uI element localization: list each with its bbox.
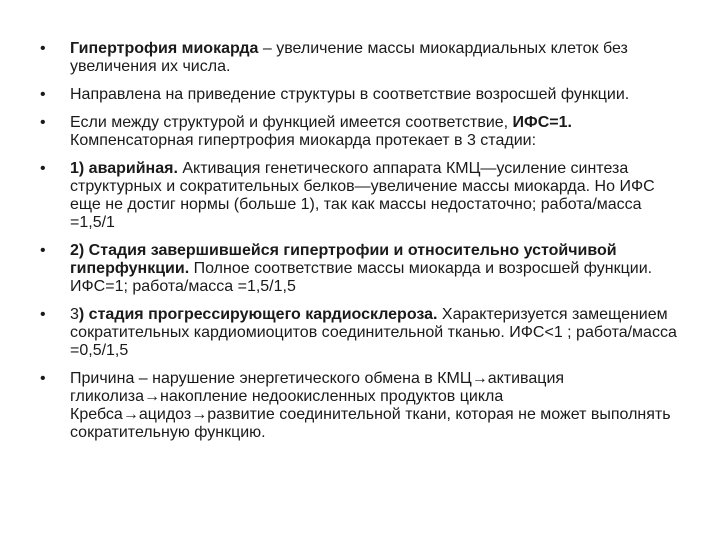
list-item (40, 370, 680, 442)
body-text: Полное соответствие массы миокарда и возросшей функции. ИФС=1; работа/масса =1,5/1,5 (70, 260, 653, 295)
list-item (40, 86, 680, 104)
bullet-icon: • (40, 86, 46, 103)
bullet-icon: • (40, 242, 46, 259)
body-text: Если между структурой и функцией имеется соответствие, (70, 114, 513, 131)
bold-text: ИФС=1. (512, 114, 572, 131)
bullet-icon: • (40, 370, 46, 387)
bold-text: ) стадия прогрессирующего кардиосклероза. (78, 306, 438, 323)
list-item (40, 242, 680, 296)
body-text: 3 (70, 306, 79, 323)
bullet-icon: • (40, 306, 46, 323)
bullet-icon: • (40, 160, 46, 177)
body-text: Компенсаторная гипертрофия миокарда протекает в 3 стадии: (70, 132, 537, 149)
body-text: Причина – нарушение энергетического обмена в КМЦ→активация гликолиза→накопление недоокисленных продуктов цикла Кребса→ацидоз→развитие соединительной ткани, которая не может выполнять сократительную функцию. (70, 370, 671, 441)
bullet-icon: • (40, 114, 46, 131)
list-item (40, 160, 680, 232)
bold-text: 2) Стадия завершившейся гипертрофии и относительно устойчивой гиперфункции. (70, 242, 617, 277)
list-item (40, 306, 680, 360)
body-text: – увеличение массы миокардиальных клеток без увеличения их числа. (70, 40, 628, 75)
body-text: Направлена на приведение структуры в соответствие возросшей функции. (70, 86, 630, 103)
list-item (40, 114, 680, 150)
list-item (40, 40, 680, 76)
bullet-list (40, 40, 680, 442)
body-text: Характеризуется замещением сократительных кардиомиоцитов соединительной тканью. ИФС<1 ; работа/масса =0,5/1,5 (70, 306, 677, 359)
bold-text: Гипертрофия миокарда (70, 40, 259, 57)
body-text: Активация генетического аппарата КМЦ—усиление синтеза структурных и сократительных белков—увеличение массы миокарда. Но ИФС еще не достиг нормы (больше 1), так как массы недостаточно; работа/масса =1,5/1 (70, 160, 655, 231)
bold-text: 1) аварийная. (70, 160, 178, 177)
bullet-icon: • (40, 40, 46, 57)
